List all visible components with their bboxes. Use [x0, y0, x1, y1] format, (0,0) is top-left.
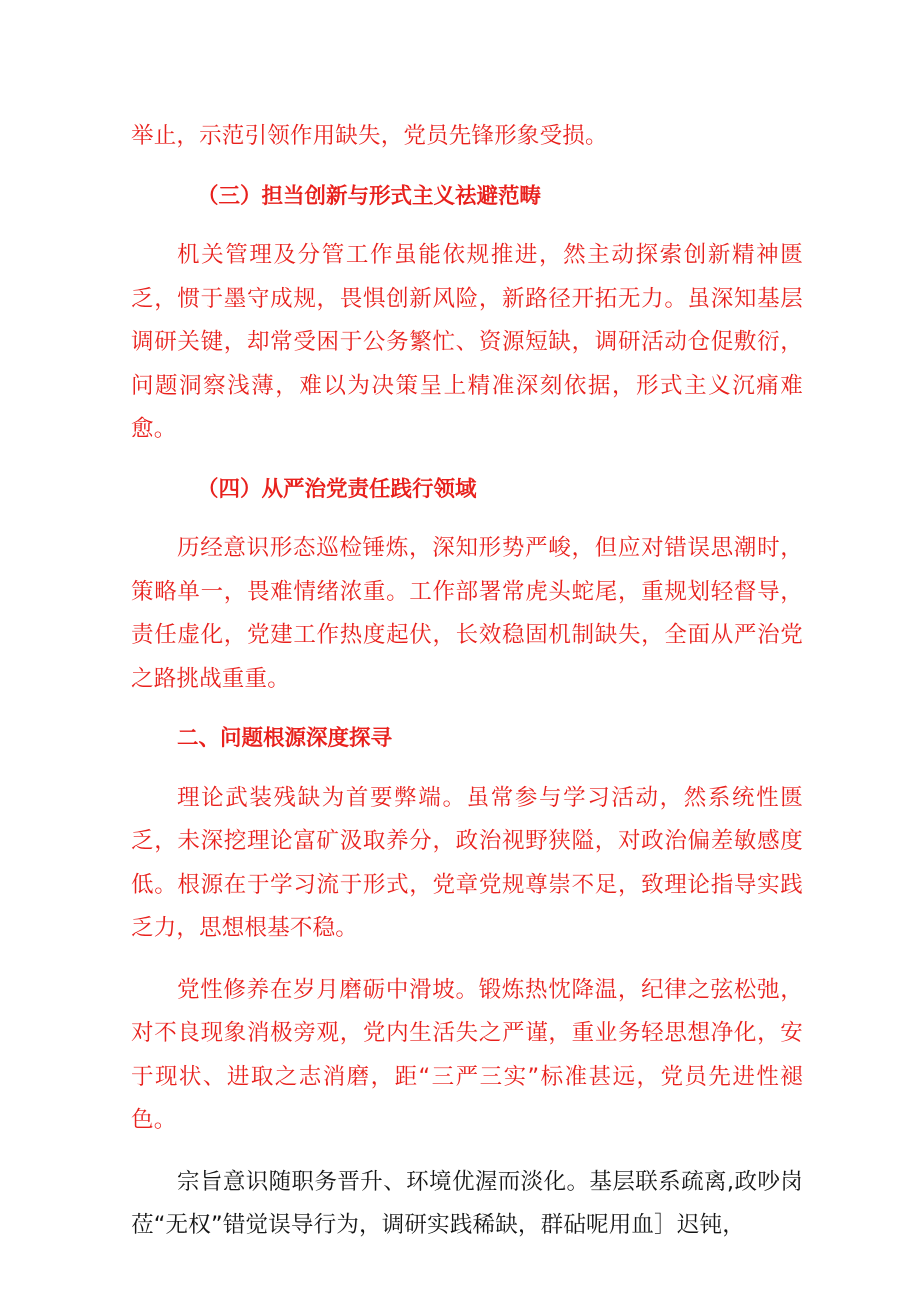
subheading-four: （四）从严治党责任践行领域	[197, 476, 477, 502]
paragraph-continuation: 举止，示范引领作用缺失，党员先锋形象受损。	[131, 123, 608, 149]
paragraph-innovation: 机关管理及分管工作虽能依规推进，然主动探索创新精神匮乏，惯于墨守成规，畏惧创新风险，新路径开拓无力。虽深知基层调研关键，却常受困于公务繁忙、资源短缺，调研活动仓促敷衍，问题洞察浅薄，难以为决策呈上精准深刻依据，形式主义沉痛难愈。	[131, 242, 803, 442]
paragraph-purpose: 宗旨意识随职务晋升、环境优渥而淡化。基层联系疏离,政吵岗莅“无权”错觉误导行为，调研实践稀缺，群砧呢用血］迟钝，	[131, 1168, 803, 1238]
paragraph-theory: 理论武装残缺为首要弊端。虽常参与学习活动，然系统性匮乏，未深挖理论富矿汲取养分，政治视野狭隘，对政治偏差敏感度低。根源在于学习流于形式，党章党规尊崇不足，致理论指导实践乏力，思想根基不稳。	[131, 784, 803, 941]
document-body	[131, 115, 803, 1248]
paragraph-party-spirit: 党性修养在岁月磨砺中滑坡。锻炼热忱降温，纪律之弦松弛，对不良现象消极旁观，党内生活失之严谨，重业务轻思想净化，安于现状、进取之志消磨，距“三严三实”标准甚远，党员先进性褪色。	[131, 976, 803, 1133]
subheading-three: （三）担当创新与形式主义祛避范畴	[197, 183, 542, 209]
paragraph-party-discipline: 历经意识形态巡检锤炼，深知形势严峻，但应对错误思潮时，策略单一，畏难情绪浓重。工作部署常虎头蛇尾，重规划轻督导，责任虚化，党建工作热度起伏，长效稳固机制缺失，全面从严治党之路挑战重重。	[131, 535, 803, 692]
section-two-heading: 二、问题根源深度探寻	[177, 726, 393, 751]
